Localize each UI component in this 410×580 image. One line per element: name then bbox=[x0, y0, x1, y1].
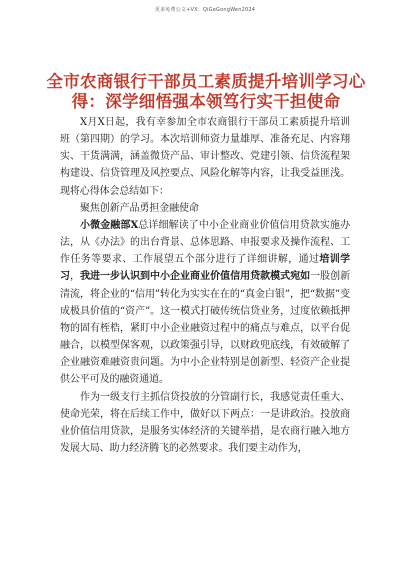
bold-text: 培训学习 bbox=[60, 254, 351, 283]
paragraph-text: ， bbox=[70, 271, 81, 283]
bold-text: 小微金融部X bbox=[80, 219, 139, 231]
bold-text: 我进一步认识到中小企业商业价值信用贷款模式宛如 bbox=[80, 271, 311, 283]
header-watermark: 更多免费公文+VX：QiGeGongWen2024 bbox=[154, 7, 256, 13]
body-paragraph bbox=[60, 217, 350, 389]
document-body bbox=[60, 114, 350, 457]
document-title bbox=[40, 72, 372, 112]
paragraph-text: 一股创新清流，将企业的“信用”转化为实实在在的“真金白银”，把“数据”变成极具价值的“资产”。这一模式打破传统信贷业务，过度依赖抵押物的固有桎梏，紧盯中小企业融资过程中的痛点与难点，以平台促融合，以模型保客观，以政策强引导，以财政兜底线，有效破解了企业融资难融资贵问题。为中小企业特别是创新型、轻资产企业提供公平可及的融资通道。 bbox=[60, 271, 351, 386]
paragraph-text: 聚焦创新产品勇担金融使命 bbox=[80, 202, 199, 214]
document-title-line-1: 全市农商银行干部员工素质提升培训学习心 bbox=[46, 72, 366, 91]
paragraph-text: X月X日起，我有幸参加全市农商银行干部员工素质提升培训班（第四期）的学习。本次培训师资力量雄厚、准备充足、内容翔实、干货满满，涵盖微贷产品、审计整改、党建引领、信贷流程架构建设、信贷管理及风控要点、风险化解等内容，让我受益匪浅。现将心得体会总结如下： bbox=[60, 117, 350, 197]
document-title-line-2: 得：深学细悟强本领笃行实干担使命 bbox=[71, 92, 341, 111]
paragraph-text: 总详细解读了中小企业商业价值信用贷款实施办法，从《办法》的出台背景、总体思路、申报要求及操作流程、工作任务等要求、工作展望五个部分进行了详细讲解，通过 bbox=[60, 219, 350, 266]
paragraph-text: 作为一级支行主抓信贷投放的分管副行长，我感觉责任重大、使命光荣，将在后续工作中，做好以下两点：一是讲政治。投放商业价值信用贷款，是服务实体经济的关键举措，是农商行融入地方发展大局、助力经济腾飞的必然要求。我们要主动作为， bbox=[60, 391, 350, 454]
body-paragraph bbox=[60, 389, 350, 458]
body-paragraph bbox=[60, 114, 350, 200]
section-heading bbox=[60, 200, 350, 217]
